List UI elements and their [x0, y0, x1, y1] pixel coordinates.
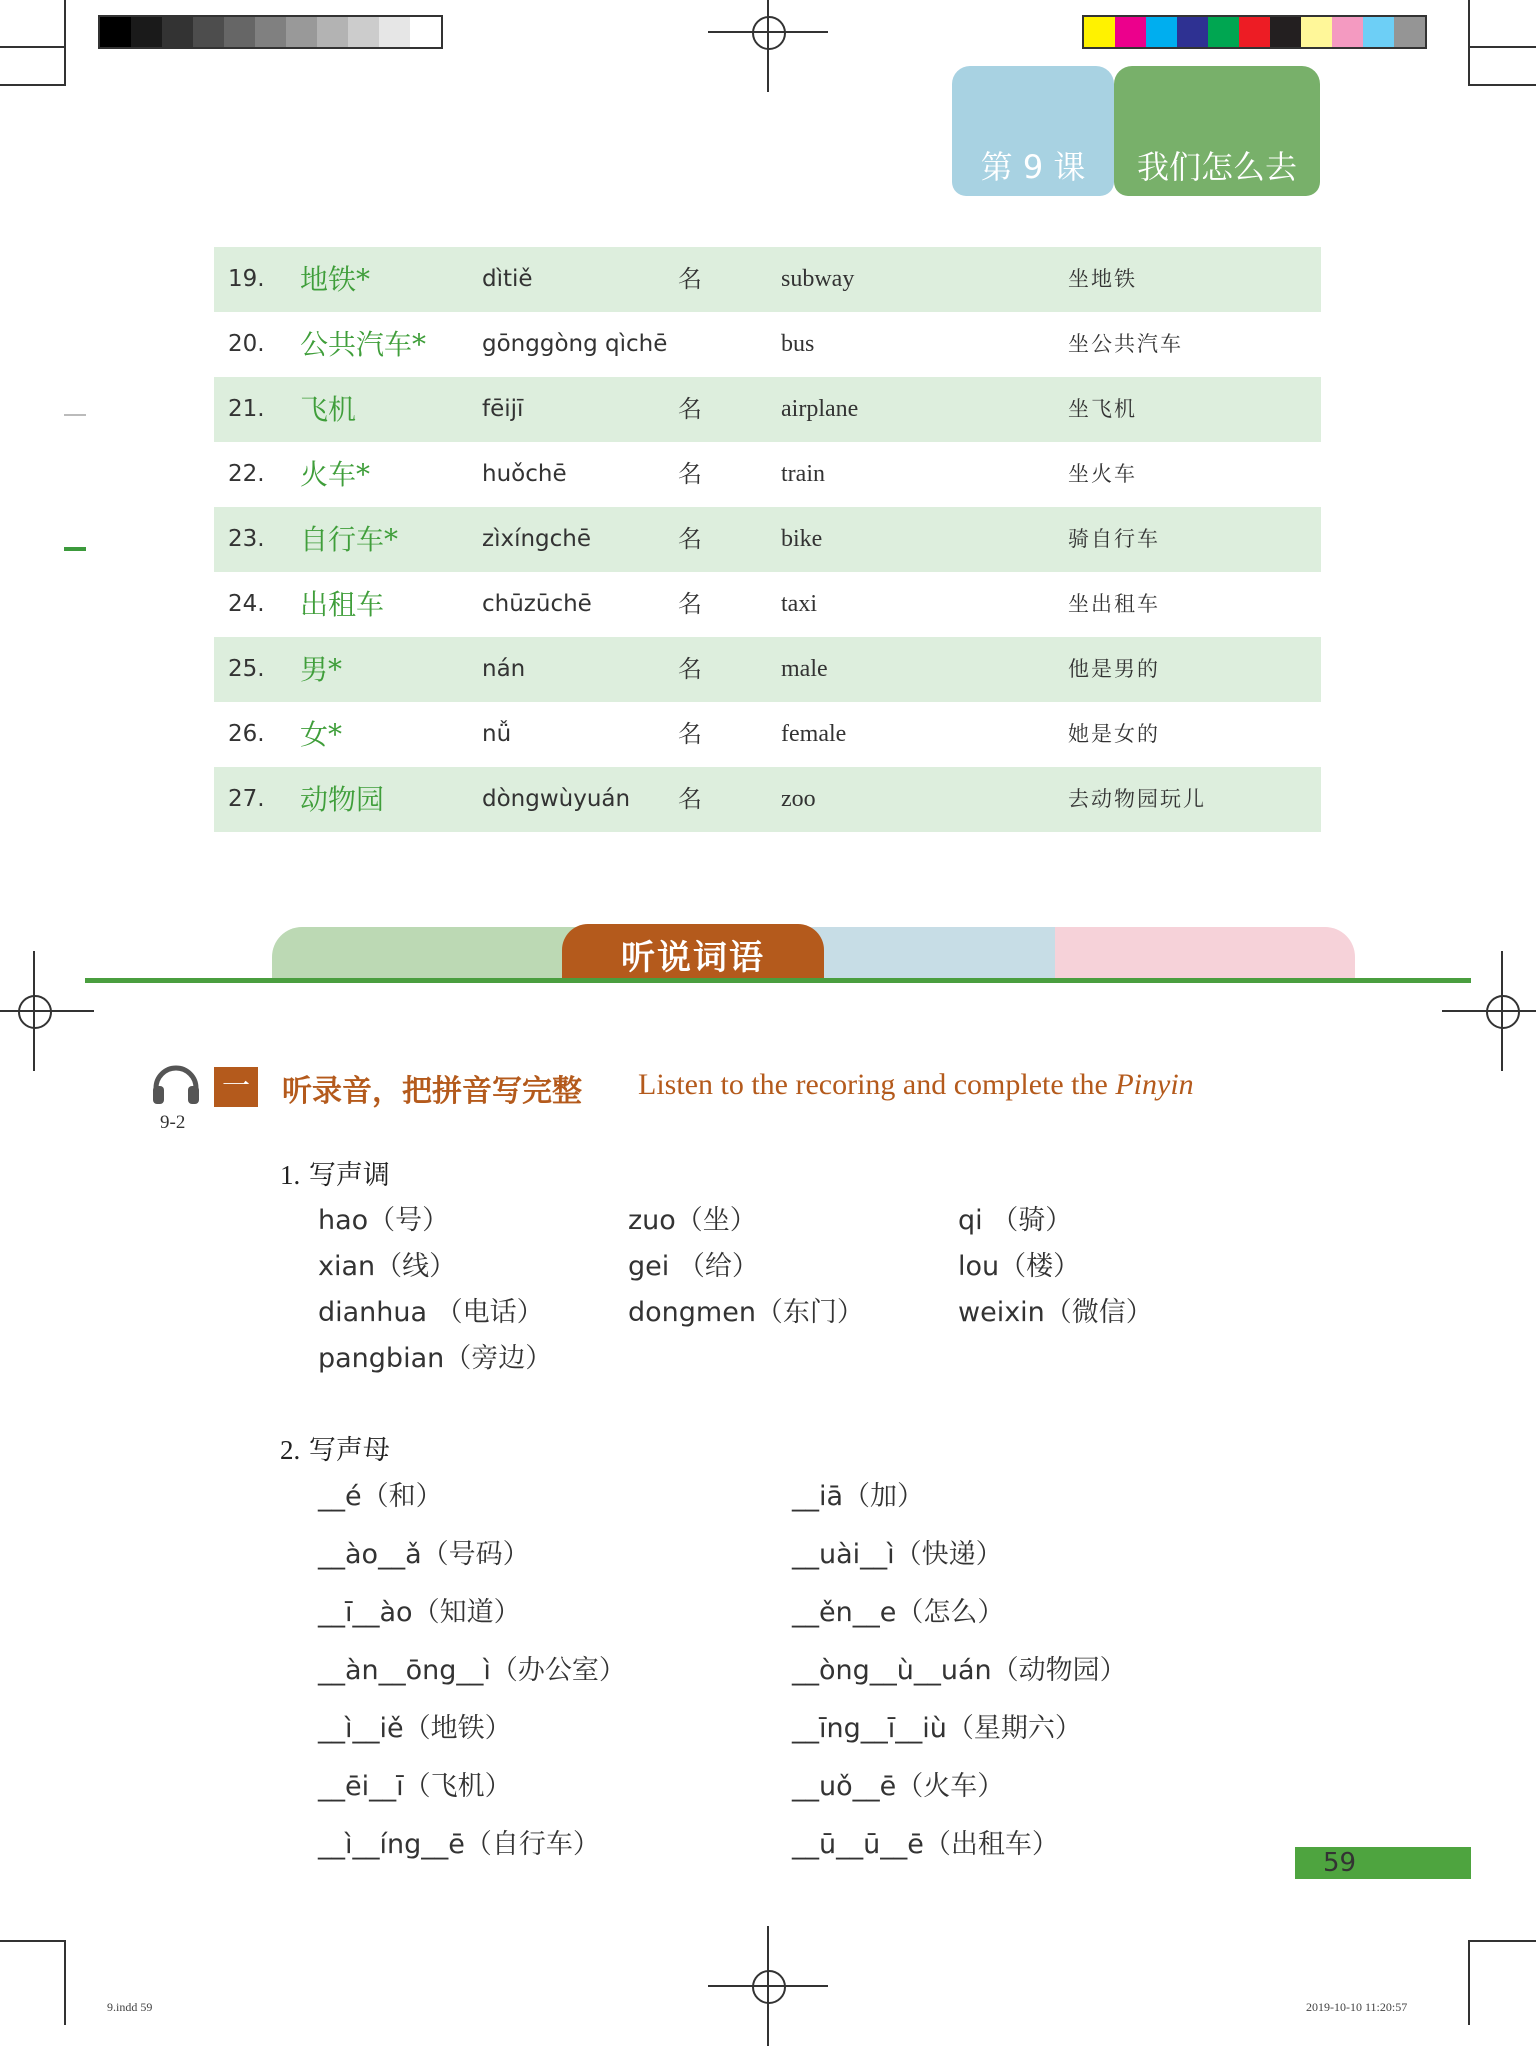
tone-item[interactable]: hao（号） [318, 1205, 450, 1236]
vocab-part-of-speech: 名 [678, 395, 702, 423]
vocab-pinyin: nǚ [482, 721, 512, 747]
vocab-hanzi: 公共汽车* [300, 328, 427, 361]
vocab-pinyin: huǒchē [482, 461, 567, 487]
vocab-row [214, 507, 1321, 572]
vocab-hanzi: 女* [300, 718, 343, 751]
side-margin-mark-green [64, 547, 86, 551]
part-1-label: 写声调 [308, 1160, 390, 1191]
vocab-english: bus [781, 331, 815, 357]
vocab-row [214, 637, 1321, 702]
vocab-number: 27. [228, 786, 265, 812]
vocab-hanzi: 自行车* [300, 523, 399, 556]
vocab-pinyin: gōnggòng qìchē [482, 331, 668, 357]
initial-item[interactable]: __òng__ù__uán（动物园） [792, 1655, 1127, 1686]
tone-item[interactable]: gei （给） [628, 1251, 759, 1282]
tone-item[interactable]: zuo（坐） [628, 1205, 757, 1236]
vocab-example: 他是男的 [1068, 657, 1160, 681]
headphones-icon[interactable] [150, 1058, 202, 1110]
lesson-number: 第 9 课 [980, 148, 1086, 186]
tone-item[interactable]: dongmen（东门） [628, 1297, 864, 1328]
vocab-part-of-speech: 名 [678, 720, 702, 748]
vocab-english: male [781, 656, 828, 682]
initial-item[interactable]: __uài__ì（快递） [792, 1539, 1003, 1570]
initial-item[interactable]: __iā（加） [792, 1481, 925, 1512]
file-slug: 9.indd 59 [107, 2000, 153, 2014]
tone-item[interactable]: lou（楼） [958, 1251, 1081, 1282]
vocab-row [214, 247, 1321, 312]
registration-target-bottom [738, 1956, 798, 2016]
vocab-hanzi: 飞机 [300, 393, 357, 426]
vocab-number: 23. [228, 526, 265, 552]
vocab-example: 坐飞机 [1068, 397, 1137, 421]
print-timestamp: 2019-10-10 11:20:57 [1306, 2000, 1408, 2014]
vocab-hanzi: 动物园 [300, 783, 385, 816]
exercise-title-english [638, 1068, 1194, 1102]
banner-band-pink [1055, 927, 1355, 979]
tone-item[interactable]: dianhua （电话） [318, 1297, 544, 1328]
vocab-row [214, 442, 1321, 507]
vocabulary-table [214, 247, 1321, 832]
part-2-number: 2. [280, 1435, 301, 1465]
part-1-heading [280, 1153, 390, 1192]
vocab-english: female [781, 721, 847, 747]
vocab-hanzi: 出租车 [300, 588, 385, 621]
initial-item[interactable]: __é（和） [318, 1481, 443, 1512]
vocab-row [214, 312, 1321, 377]
tone-item[interactable]: pangbian（旁边） [318, 1343, 553, 1374]
audio-track-number: 9-2 [160, 1112, 186, 1133]
vocab-number: 20. [228, 331, 265, 357]
lesson-title: 我们怎么去 [1136, 148, 1297, 186]
registration-target-right [1472, 981, 1532, 1041]
exercise-title-english-text: Listen to the recoring and complete the [638, 1068, 1116, 1101]
vocab-english: taxi [781, 591, 817, 617]
vocab-number: 26. [228, 721, 265, 747]
vocab-number: 21. [228, 396, 265, 422]
side-margin-mark [64, 414, 86, 416]
vocab-example: 坐地铁 [1068, 267, 1137, 291]
vocab-english: bike [781, 526, 823, 552]
vocab-number: 24. [228, 591, 265, 617]
part-2-heading [280, 1428, 390, 1467]
initial-item[interactable]: __ū__ū__ē（出租车） [792, 1829, 1059, 1860]
vocab-part-of-speech: 名 [678, 590, 702, 618]
exercise-title-english-italic: Pinyin [1115, 1068, 1194, 1101]
initial-item[interactable]: __àn__ōng__ì（办公室） [318, 1655, 626, 1686]
tone-item[interactable]: xian（线） [318, 1251, 457, 1282]
initial-item[interactable]: __ì__íng__ē（自行车） [318, 1829, 600, 1860]
page-number: 59 [1295, 1847, 1471, 1879]
vocab-number: 25. [228, 656, 265, 682]
tone-item[interactable]: qi （骑） [958, 1205, 1073, 1236]
vocab-part-of-speech: 名 [678, 525, 702, 553]
exercise-title-chinese: 听录音，把拼音写完整 [282, 1074, 582, 1109]
banner-band-green [272, 927, 602, 979]
vocab-pinyin: zìxíngchē [482, 526, 592, 552]
section-title: 听说词语 [621, 938, 765, 978]
initial-item[interactable]: __ěn__e（怎么） [792, 1597, 1005, 1628]
vocab-hanzi: 男* [300, 653, 343, 686]
part-1-number: 1. [280, 1160, 301, 1190]
registration-target-left [4, 981, 64, 1041]
vocab-hanzi: 地铁* [300, 263, 371, 296]
vocab-hanzi: 火车* [300, 458, 371, 491]
vocab-english: zoo [781, 786, 816, 812]
lesson-number-tab [952, 66, 1114, 196]
registration-target-top [738, 2, 798, 62]
tone-item[interactable]: weixin（微信） [958, 1297, 1153, 1328]
initial-item[interactable]: __ào__ǎ（号码） [318, 1539, 530, 1570]
initial-item[interactable]: __uǒ__ē（火车） [792, 1771, 1005, 1802]
vocab-english: airplane [781, 396, 859, 422]
grayscale-color-bar [98, 15, 443, 49]
vocab-row [214, 572, 1321, 637]
vocab-pinyin: fēijī [482, 396, 524, 422]
banner-rule [85, 978, 1471, 983]
vocab-part-of-speech: 名 [678, 265, 702, 293]
vocab-example: 坐火车 [1068, 462, 1137, 486]
vocab-part-of-speech: 名 [678, 460, 702, 488]
vocab-example: 骑自行车 [1068, 527, 1160, 551]
initial-item[interactable]: __ī__ào（知道） [318, 1597, 521, 1628]
vocab-example: 去动物园玩儿 [1068, 787, 1206, 811]
vocab-english: train [781, 461, 825, 487]
vocab-english: subway [781, 266, 855, 292]
process-color-bar [1082, 15, 1427, 49]
exercise-number-badge: 一 [214, 1067, 258, 1107]
vocab-number: 22. [228, 461, 265, 487]
vocab-pinyin: dìtiě [482, 266, 533, 292]
initial-item[interactable]: __ēi__ī（飞机） [318, 1771, 512, 1802]
vocab-pinyin: chūzūchē [482, 591, 592, 617]
vocab-pinyin: dòngwùyuán [482, 786, 631, 812]
vocab-part-of-speech: 名 [678, 785, 702, 813]
lesson-title-tab [1114, 66, 1320, 196]
vocab-example: 她是女的 [1068, 722, 1160, 746]
vocab-part-of-speech: 名 [678, 655, 702, 683]
initial-item[interactable]: __ì__iě（地铁） [318, 1713, 512, 1744]
vocab-number: 19. [228, 266, 265, 292]
banner-title-tab [562, 924, 824, 980]
initial-item[interactable]: __īng__ī__iù（星期六） [792, 1713, 1082, 1744]
vocab-row [214, 767, 1321, 832]
part-2-label: 写声母 [308, 1435, 390, 1466]
vocab-row [214, 702, 1321, 767]
vocab-example: 坐公共汽车 [1068, 332, 1183, 356]
vocab-row [214, 377, 1321, 442]
banner-band-blue [780, 927, 1080, 979]
vocab-example: 坐出租车 [1068, 592, 1160, 616]
vocab-pinyin: nán [482, 656, 526, 682]
